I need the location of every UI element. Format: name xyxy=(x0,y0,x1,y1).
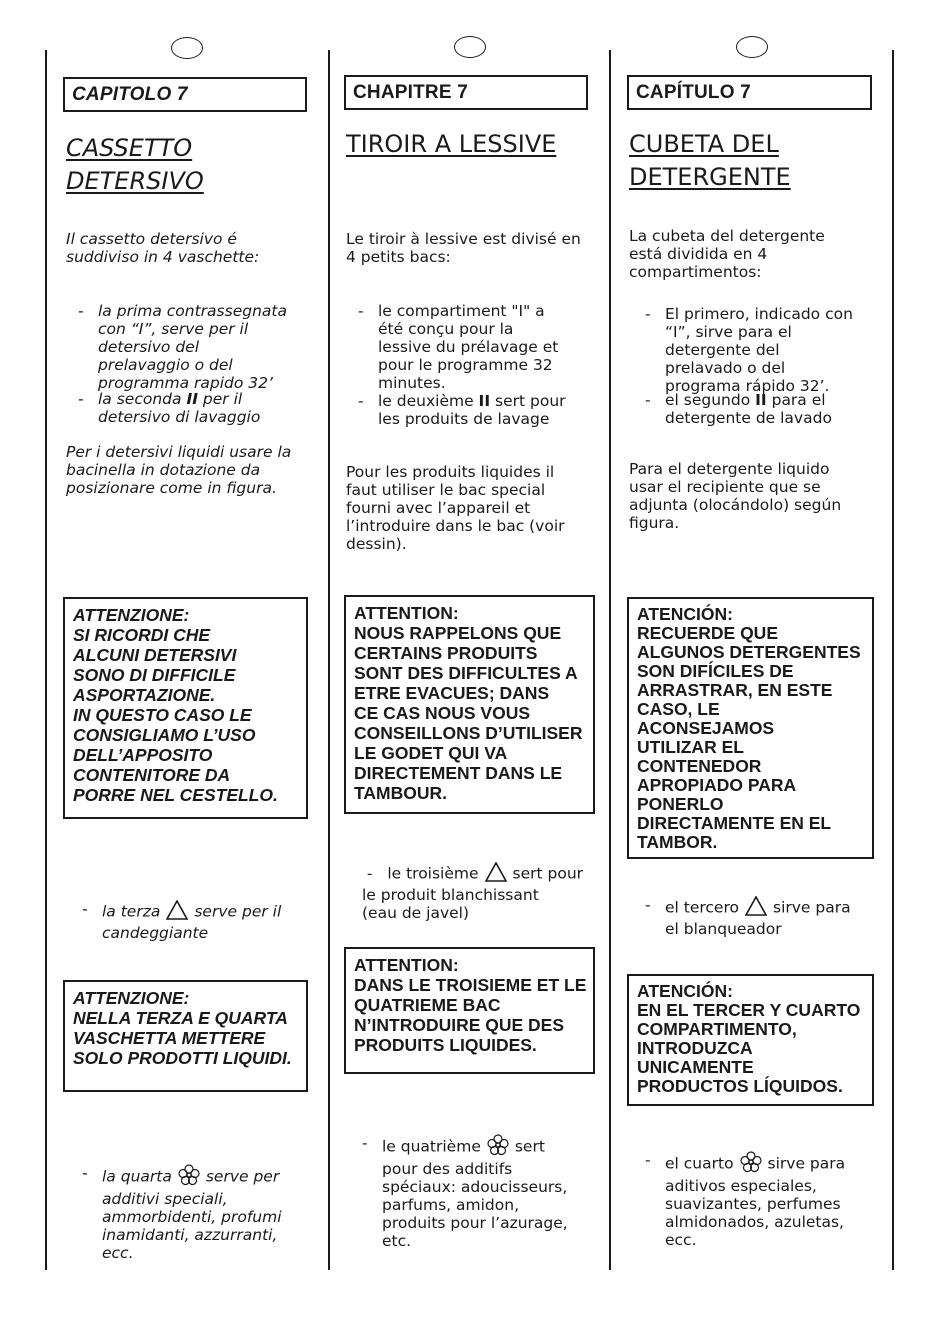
warning-box-it: ATTENZIONE: NELLA TERZA E QUARTA VASCHETTA METTERE SOLO PRODOTTI LIQUIDI. xyxy=(63,980,308,1092)
list-item: - le troisième sert pour le produit blanchissant (eau de javel) xyxy=(362,862,583,922)
warning-box-fr: ATTENTION: DANS LE TROISIEME ET LE QUATRIEME BAC N’INTRODUIRE QUE DES PRODUITS LIQUIDES. xyxy=(344,947,595,1074)
intro-text-es: La cubeta del detergente está dividida en 4 compartimentos: xyxy=(629,227,825,281)
section-title-fr: TIROIR A LESSIVE xyxy=(346,130,557,158)
liquid-detergent-note-it: Per i detersivi liquidi usare la bacinella in dotazione da posizionare come in figura. xyxy=(66,443,292,497)
column-divider xyxy=(328,50,330,1270)
list-item: - El primero, indicado con “I”, sirve para el detergente del prelavado o del programa rápido 32’. xyxy=(645,305,853,395)
column-divider xyxy=(609,50,611,1270)
warning-box-it: ATTENZIONE: SI RICORDI CHE ALCUNI DETERSIVI SONO DI DIFFICILE ASPORTAZIONE. IN QUESTO CASO LE CONSIGLIAMO L’USO DELL’APPOSITO CONTENITORE DA PORRE NEL CESTELLO. xyxy=(63,597,308,819)
column-divider xyxy=(45,50,47,1270)
chapter-heading-es: CAPÍTULO 7 xyxy=(627,75,872,110)
language-marker-icon xyxy=(736,36,768,58)
section-title-es: CUBETA DEL DETERGENTE xyxy=(629,130,791,191)
list-item: - la seconda II per il detersivo di lavaggio xyxy=(78,390,261,426)
warning-box-fr: ATTENTION: NOUS RAPPELONS QUE CERTAINS PRODUITS SONT DES DIFFICULTES A ETRE EVACUES; DANS CE CAS NOUS VOUS CONSEILLONS D’UTILISER LE GODET QUI VA DIRECTEMENT DANS LE TAMBOUR. xyxy=(344,595,595,814)
flower-icon xyxy=(178,1164,200,1190)
list-item: - el tercero sirve para el blanqueador xyxy=(645,896,851,938)
list-item: - le compartiment "I" a été conçu pour la lessive du prélavage et pour le programme 32 minutes. xyxy=(358,302,559,392)
list-item: - le quatrième sert pour des additifs spéciaux: adoucisseurs, parfums, amidon, produits pour l’azurage, etc. xyxy=(362,1134,568,1250)
flower-icon xyxy=(487,1134,509,1160)
list-item: - el cuarto sirve para aditivos especiales, suavizantes, perfumes almidonados, azuletas, ecc. xyxy=(645,1151,846,1249)
warning-box-es: ATENCIÓN: EN EL TERCER Y CUARTO COMPARTIMENTO, INTRODUZCA UNICAMENTE PRODUCTOS LÍQUIDOS. xyxy=(627,974,874,1106)
language-marker-icon xyxy=(454,36,486,58)
list-item: - la prima contrassegnata con “I”, serve per il detersivo del prelavaggio o del programma rapido 32’ xyxy=(78,302,287,392)
intro-text-fr: Le tiroir à lessive est divisé en 4 petits bacs: xyxy=(346,230,581,266)
chapter-heading-it: CAPITOLO 7 xyxy=(63,77,307,112)
list-item: - la terza serve per il candeggiante xyxy=(82,900,282,942)
liquid-detergent-note-es: Para el detergente liquido usar el recipiente que se adjunta (olocándolo) según figura. xyxy=(629,460,842,532)
liquid-detergent-note-fr: Pour les produits liquides il faut utiliser le bac special fourni avec l’appareil et l’introduire dans le bac (voir dessin). xyxy=(346,463,565,553)
warning-triangle-icon xyxy=(745,896,767,920)
list-item: - le deuxième II sert pour les produits de lavage xyxy=(358,392,566,428)
chapter-heading-fr: CHAPITRE 7 xyxy=(344,75,588,110)
flower-icon xyxy=(740,1151,762,1177)
intro-text-it: Il cassetto detersivo é suddiviso in 4 vaschette: xyxy=(66,230,260,266)
language-marker-icon xyxy=(171,37,203,59)
list-item: - el segundo II para el detergente de lavado xyxy=(645,391,832,427)
warning-triangle-icon xyxy=(166,900,188,924)
section-title-it: CASSETTO DETERSIVO xyxy=(66,134,204,195)
column-divider xyxy=(892,50,894,1270)
warning-box-es: ATENCIÓN: RECUERDE QUE ALGUNOS DETERGENTES SON DIFÍCILES DE ARRASTRAR, EN ESTE CASO, LE ACONSEJAMOS UTILIZAR EL CONTENEDOR APROPIADO PARA PONERLO DIRECTAMENTE EN EL TAMBOR. xyxy=(627,597,874,859)
warning-triangle-icon xyxy=(485,862,507,886)
list-item: - la quarta serve per additivi speciali, ammorbidenti, profumi inamidanti, azzurranti, ecc. xyxy=(82,1164,282,1262)
